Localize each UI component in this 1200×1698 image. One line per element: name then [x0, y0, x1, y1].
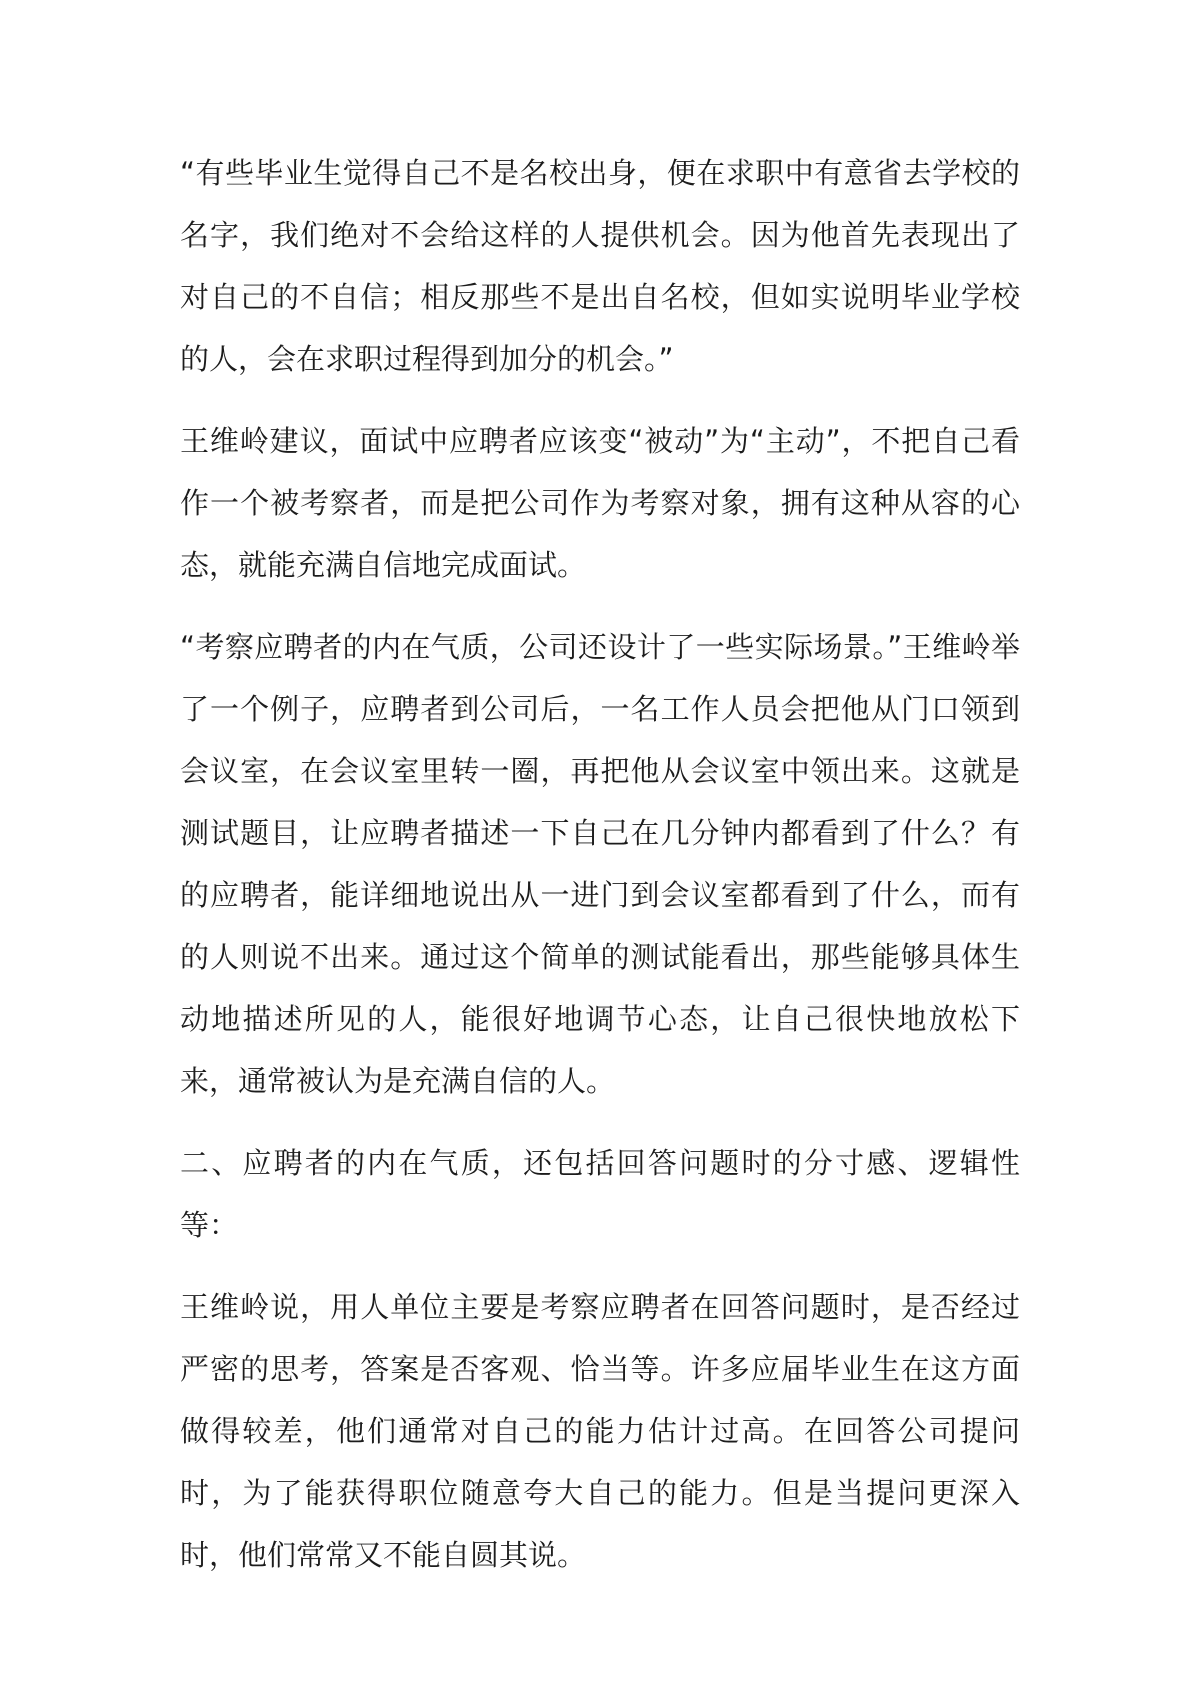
- paragraph-answer-logic: 王维岭说，用人单位主要是考察应聘者在回答问题时，是否经过严密的思考，答案是否客观、恰当等。许多应届毕业生在这方面做得较差，他们通常对自己的能力估计过高。在回答公司提问时，为了能获得职位随意夸大自己的能力。但是当提问更深入时，他们常常又不能自圆其说。: [180, 1290, 1020, 1572]
- paragraph-passive-to-active: 王维岭建议，面试中应聘者应该变“被动”为“主动”，不把自己看作一个被考察者，而是把公司作为考察对象，拥有这种从容的心态，就能充满自信地完成面试。: [180, 424, 1020, 582]
- paragraph-scenario-test: “考察应聘者的内在气质，公司还设计了一些实际场景。”王维岭举了一个例子，应聘者到公司后，一名工作人员会把他从门口领到会议室，在会议室里转一圈，再把他从会议室中领出来。这就是测试题目，让应聘者描述一下自己在几分钟内都看到了什么？有的应聘者，能详细地说出从一进门到会议室都看到了什么，而有的人则说不出来。通过这个简单的测试能看出，那些能够具体生动地描述所见的人，能很好地调节心态，让自己很快地放松下来，通常被认为是充满自信的人。: [180, 630, 1020, 1098]
- paragraph-section-heading: 二、应聘者的内在气质，还包括回答问题时的分寸感、逻辑性等：: [180, 1146, 1020, 1242]
- document-body: [180, 142, 1020, 1606]
- paragraph-quote-school-name: “有些毕业生觉得自己不是名校出身，便在求职中有意省去学校的名字，我们绝对不会给这样的人提供机会。因为他首先表现出了对自己的不自信；相反那些不是出自名校，但如实说明毕业学校的人，会在求职过程得到加分的机会。”: [180, 156, 1020, 376]
